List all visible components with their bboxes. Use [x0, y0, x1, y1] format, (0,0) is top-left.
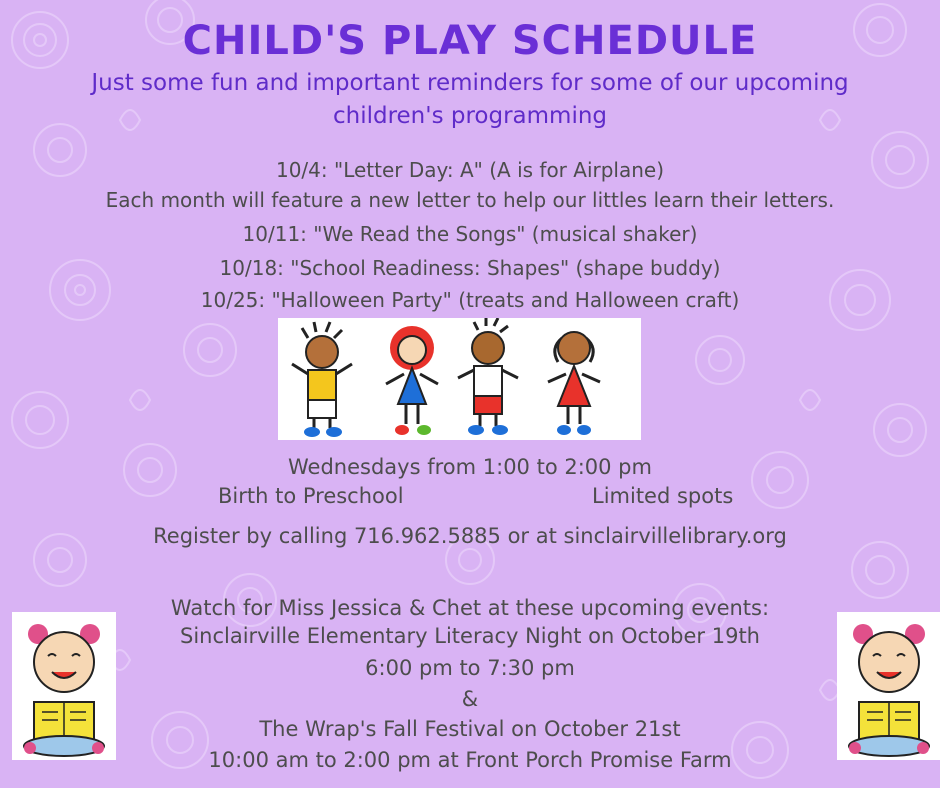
- kid-red-dress-icon: [548, 332, 600, 435]
- program-time: Wednesdays from 1:00 to 2:00 pm: [288, 455, 652, 479]
- page-title: CHILD'S PLAY SCHEDULE: [182, 18, 758, 64]
- schedule-note-monthly-letter: Each month will feature a new letter to help our littles learn their letters.: [105, 188, 835, 212]
- schedule-item-oct-11: 10/11: "We Read the Songs" (musical shaker): [242, 222, 698, 246]
- registration-info: Register by calling 716.962.5885 or at sinclairvillelibrary.org: [153, 524, 787, 548]
- reading-girl-illustration-left: [12, 612, 116, 760]
- dancing-kids-illustration: [278, 318, 641, 440]
- schedule-item-oct-25: 10/25: "Halloween Party" (treats and Halloween craft): [200, 288, 740, 312]
- event-literacy-night-time: 6:00 pm to 7:30 pm: [365, 656, 575, 680]
- subtitle-line-1: Just some fun and important reminders for some of our upcoming: [91, 70, 849, 96]
- subtitle-line-2: children's programming: [332, 103, 608, 129]
- age-range: Birth to Preschool: [218, 484, 404, 508]
- event-fall-festival: The Wrap's Fall Festival on October 21st: [259, 717, 681, 741]
- kid-yellow-shirt-icon: [292, 322, 352, 437]
- schedule-item-oct-4: 10/4: "Letter Day: A" (A is for Airplane): [275, 158, 665, 182]
- reading-girl-illustration-right: [837, 612, 940, 760]
- schedule-item-oct-18: 10/18: "School Readiness: Shapes" (shape buddy): [219, 256, 721, 280]
- kid-white-shirt-icon: [458, 318, 518, 435]
- events-intro: Watch for Miss Jessica & Chet at these upcoming events:: [170, 596, 770, 620]
- event-literacy-night: Sinclairville Elementary Literacy Night on October 19th: [179, 624, 760, 648]
- limited-spots-note: Limited spots: [592, 484, 734, 508]
- kid-red-hair-icon: [386, 326, 438, 435]
- ampersand-separator: &: [461, 687, 479, 711]
- event-fall-festival-time: 10:00 am to 2:00 pm at Front Porch Promise Farm: [208, 748, 732, 772]
